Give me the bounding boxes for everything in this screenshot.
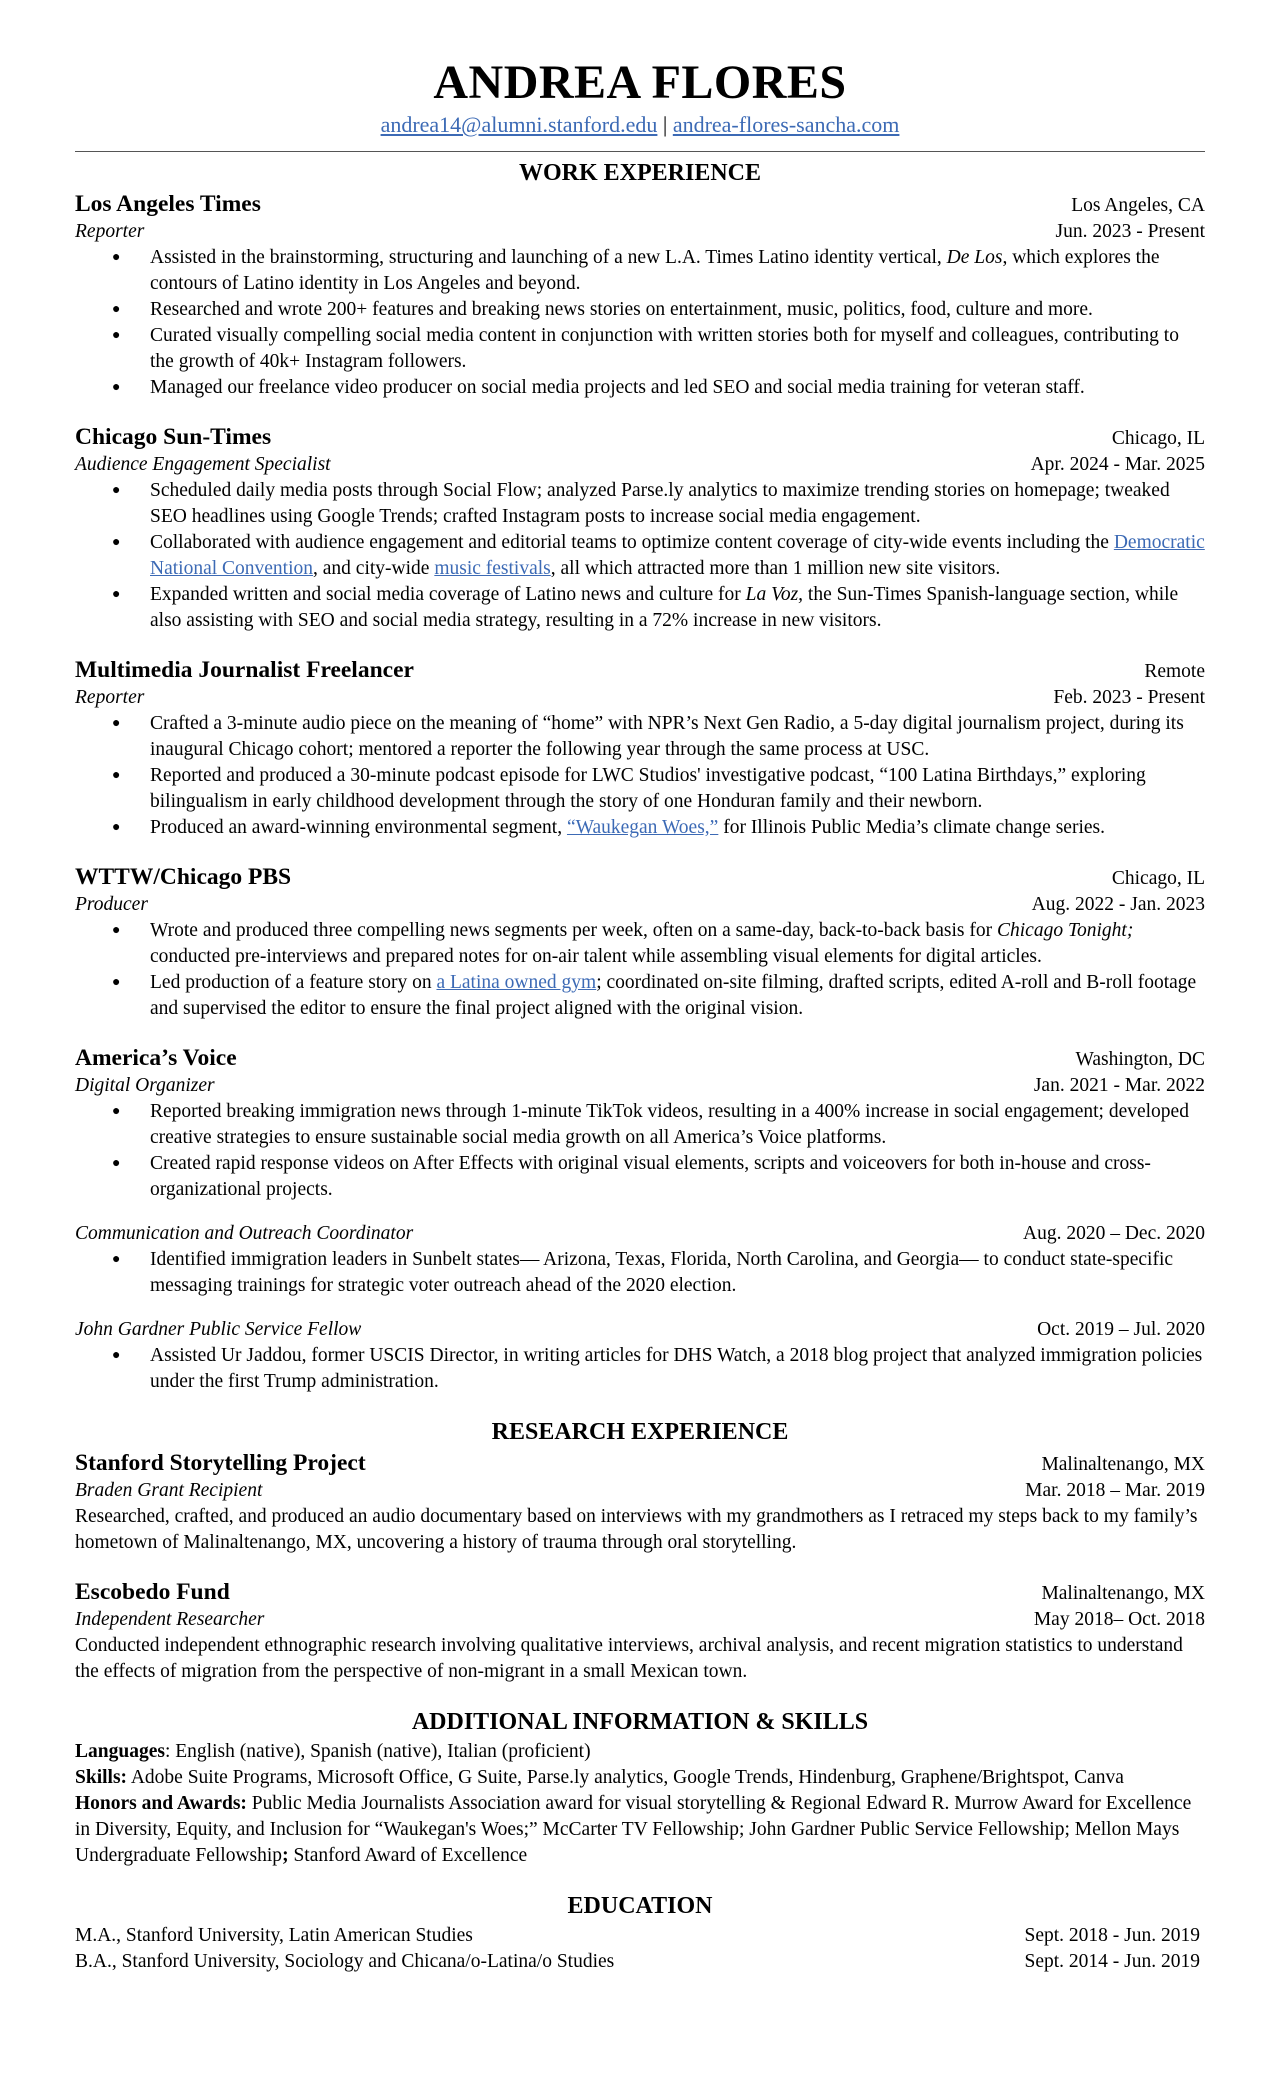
skills-line: Skills: Adobe Suite Programs, Microsoft Office, G Suite, Parse.ly analytics, Google Trends, Hindenburg, Graphene/Brightspot, Canva — [75, 1767, 1124, 1788]
org-name: Stanford Storytelling Project — [75, 1450, 366, 1476]
job-dates: Jun. 2023 - Present — [1055, 221, 1205, 242]
degree-dates: Sept. 2014 - Jun. 2019 — [1024, 1951, 1200, 1972]
bullet-item: ● Created rapid response videos on After Effects with original visual elements, scripts and voiceovers for both in-house and cross-organizational projects. — [150, 1151, 1205, 1203]
job-role: Reporter — [75, 221, 145, 242]
research-stanford-storytelling — [75, 1449, 1205, 1556]
research-description: Conducted independent ethnographic research involving qualitative interviews, archival analysis, and recent migration statistics to understand the effects of migration from the perspective of non-migrant in a small Mexican town. — [75, 1635, 1183, 1682]
bullet-item: ● Produced an award-winning environmental segment, “Waukegan Woes,” for Illinois Public Media’s climate change series. — [150, 815, 1205, 841]
job-role: Audience Engagement Specialist — [75, 454, 331, 475]
job-chicago-sun-times — [75, 423, 1205, 634]
bullet-item: ● Expanded written and social media coverage of Latino news and culture for La Voz, the Sun-Times Spanish-language section, while also assisting with SEO and social media strategy, resulting in a 72% increase in new visitors. — [150, 582, 1205, 634]
research-description: Researched, crafted, and produced an audio documentary based on interviews with my grandmothers as I retraced my steps back to my family’s hometown of Malinaltenango, MX, uncovering a history of trauma through oral storytelling. — [75, 1506, 1198, 1553]
org-name: WTTW/Chicago PBS — [75, 864, 292, 890]
job-dates: May 2018– Oct. 2018 — [1033, 1609, 1205, 1630]
section-title-research: RESEARCH EXPERIENCE — [491, 1419, 789, 1445]
job-role: Reporter — [75, 687, 145, 708]
email-link[interactable]: andrea14@alumni.stanford.edu — [380, 112, 658, 137]
music-festivals-link[interactable]: music festivals — [434, 558, 551, 579]
job-role: Braden Grant Recipient — [75, 1480, 263, 1501]
bullet-item: ● Scheduled daily media posts through Social Flow; analyzed Parse.ly analytics to maximize trending stories on homepage; tweaked SEO headlines using Google Trends; crafted Instagram posts to increase social media engagement. — [150, 478, 1205, 530]
bullet-item: ● Identified immigration leaders in Sunbelt states— Arizona, Texas, Florida, North Carolina, and Georgia— to conduct state-specific messaging trainings for strategic voter outreach ahead of the 2020 election. — [150, 1247, 1205, 1299]
website-link[interactable]: andrea-flores-sancha.com — [672, 112, 900, 137]
bullet-item: ● Reported and produced a 30-minute podcast episode for LWC Studios' investigative podcast, “100 Latina Birthdays,” exploring bilingualism in early childhood development through the story of one Honduran family and their newborn. — [150, 763, 1205, 815]
job-role: Digital Organizer — [75, 1075, 215, 1096]
job-role: Producer — [75, 894, 148, 915]
contact-separator: | — [657, 112, 673, 137]
skills-block — [75, 1739, 1205, 1869]
job-multimedia-freelancer — [75, 656, 1205, 841]
contact-line — [75, 111, 1205, 139]
research-escobedo-fund — [75, 1578, 1205, 1685]
org-name: Los Angeles Times — [75, 191, 261, 217]
job-dates: Aug. 2022 - Jan. 2023 — [1031, 894, 1205, 915]
section-title-work: WORK EXPERIENCE — [518, 160, 762, 186]
honors-line: Honors and Awards: Public Media Journalists Association award for visual storytelling & Regional Edward R. Murrow Award for Excellence in Diversity, Equity, and Inclusion for “Waukegan's Woes;” McCarter TV Fellowship; John Gardner Public Service Fellowship; Mellon Mays Undergraduate Fellowship; Stanford Award of Excellence — [75, 1793, 1192, 1866]
job-dates: Mar. 2018 – Mar. 2019 — [1025, 1480, 1205, 1501]
job-dates: Aug. 2020 – Dec. 2020 — [1023, 1223, 1205, 1244]
bullet-item: ● Wrote and produced three compelling news segments per week, often on a same-day, back-to-back basis for Chicago Tonight; conducted pre-interviews and prepared notes for on-air talent while assembling visual elements for digital articles. — [150, 918, 1205, 970]
latina-gym-link[interactable]: a Latina owned gym — [436, 972, 597, 993]
org-location: Malinaltenango, MX — [1041, 1583, 1205, 1604]
bullet-item: ● Assisted in the brainstorming, structuring and launching of a new L.A. Times Latino identity vertical, De Los, which explores the contours of Latino identity in Los Angeles and beyond. — [150, 245, 1205, 297]
job-role: Communication and Outreach Coordinator — [75, 1223, 414, 1244]
job-role: Independent Researcher — [75, 1609, 265, 1630]
section-title-additional: ADDITIONAL INFORMATION & SKILLS — [411, 1709, 869, 1735]
org-location: Los Angeles, CA — [1071, 195, 1205, 216]
bullet-item: ● Collaborated with audience engagement and editorial teams to optimize content coverage of city-wide events including the Democratic National Convention, and city-wide music festivals, all which attracted more than 1 million new site visitors. — [150, 530, 1205, 582]
org-location: Remote — [1144, 661, 1205, 682]
degree: M.A., Stanford University, Latin American Studies — [75, 1925, 473, 1946]
education-list — [75, 1923, 1205, 1975]
job-dates: Jan. 2021 - Mar. 2022 — [1033, 1075, 1205, 1096]
section-title-education: EDUCATION — [567, 1893, 713, 1919]
education-item — [75, 1923, 1205, 1949]
resume-page — [75, 55, 1205, 1975]
job-los-angeles-times — [75, 190, 1205, 401]
org-name: Escobedo Fund — [75, 1579, 230, 1605]
job-role: John Gardner Public Service Fellow — [75, 1319, 362, 1340]
degree: B.A., Stanford University, Sociology and Chicana/o-Latina/o Studies — [75, 1951, 615, 1972]
bullet-item: ● Led production of a feature story on a Latina owned gym; coordinated on-site filming, drafted scripts, edited A-roll and B-roll footage and supervised the editor to ensure the final project aligned with the original vision. — [150, 970, 1205, 1022]
org-name: America’s Voice — [75, 1045, 237, 1071]
org-name: Chicago Sun-Times — [75, 424, 272, 450]
org-location: Chicago, IL — [1111, 868, 1205, 889]
job-dates: Oct. 2019 – Jul. 2020 — [1037, 1319, 1205, 1340]
bullet-item: ● Curated visually compelling social media content in conjunction with written stories both for myself and colleagues, contributing to the growth of 40k+ Instagram followers. — [150, 323, 1205, 375]
job-dates: Feb. 2023 - Present — [1053, 687, 1205, 708]
waukegan-woes-link[interactable]: “Waukegan Woes,” — [566, 817, 719, 838]
bullet-item: ● Reported breaking immigration news through 1-minute TikTok videos, resulting in a 400% increase in social engagement; developed creative strategies to ensure sustainable social media growth on all America’s Voice platforms. — [150, 1099, 1205, 1151]
job-dates: Apr. 2024 - Mar. 2025 — [1030, 454, 1205, 475]
job-wttw — [75, 863, 1205, 1022]
job-americas-voice — [75, 1044, 1205, 1395]
languages-line: Languages: English (native), Spanish (native), Italian (proficient) — [75, 1741, 591, 1762]
degree-dates: Sept. 2018 - Jun. 2019 — [1024, 1925, 1200, 1946]
candidate-name: ANDREA FLORES — [433, 56, 847, 109]
org-location: Chicago, IL — [1111, 428, 1205, 449]
bullet-item: ● Assisted Ur Jaddou, former USCIS Director, in writing articles for DHS Watch, a 2018 blog project that analyzed immigration policies under the first Trump administration. — [150, 1343, 1205, 1395]
org-location: Malinaltenango, MX — [1041, 1454, 1205, 1475]
bullet-item: ● Researched and wrote 200+ features and breaking news stories on entertainment, music, politics, food, culture and more. — [150, 297, 1205, 323]
bullet-item: ● Crafted a 3-minute audio piece on the meaning of “home” with NPR’s Next Gen Radio, a 5-day digital journalism project, during its inaugural Chicago cohort; mentored a reporter the following year through the same process at USC. — [150, 711, 1205, 763]
bullet-item: ● Managed our freelance video producer on social media projects and led SEO and social media training for veteran staff. — [150, 375, 1205, 401]
dnc-link[interactable]: Democratic National Convention — [150, 532, 1205, 579]
education-item — [75, 1949, 1205, 1975]
org-name: Multimedia Journalist Freelancer — [75, 657, 414, 683]
org-location: Washington, DC — [1075, 1049, 1205, 1070]
header-divider — [75, 151, 1205, 152]
